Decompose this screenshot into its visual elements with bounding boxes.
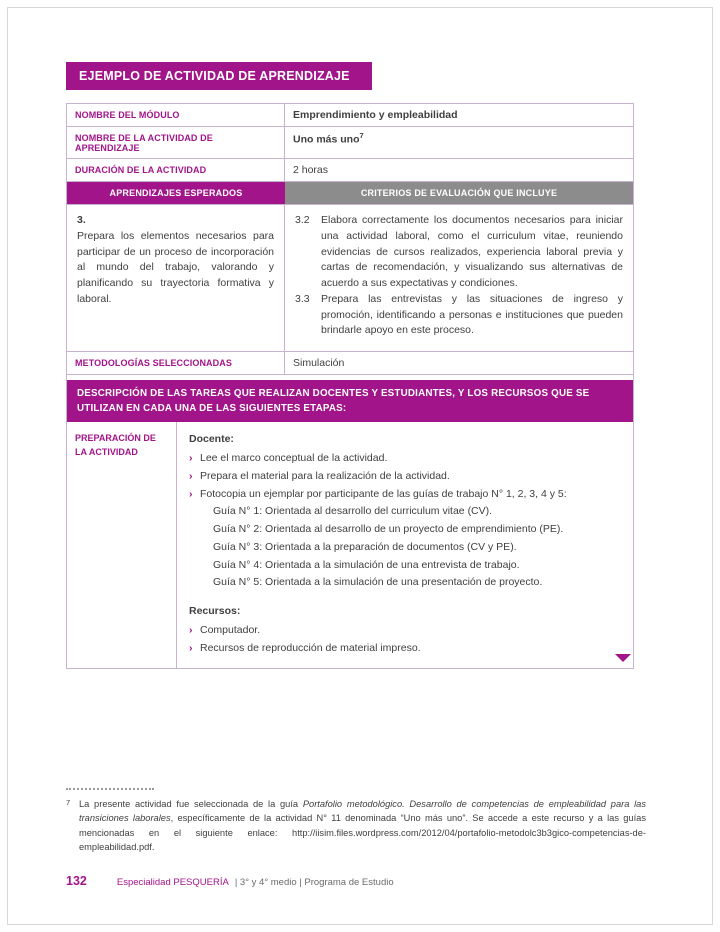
chevron-bullet-icon: › <box>189 623 193 636</box>
criterion-number: 3.2 <box>295 214 310 226</box>
module-row <box>67 104 633 127</box>
criterion-number: 3.3 <box>295 292 310 305</box>
criteria-cell <box>285 205 633 351</box>
guide-item: Guía N° 4: Orientada a la simulación de una entrevista de trabajo. <box>213 558 520 571</box>
footnote <box>66 788 646 855</box>
criterion-text: Elabora correctamente los documentos necesarios para iniciar una actividad laboral, como el curriculum vitae, reuniendo evidencias de cursos realizados, experiencia laboral previa y cartas de recomendación, y visualizando sus alternativas de acuerdo a sus expectativas y condiciones. <box>321 214 623 289</box>
list-item-text: Recursos de reproducción de material impreso. <box>200 641 421 654</box>
footnote-separator <box>66 788 154 790</box>
footer-program-info: | 3° y 4° medio | Programa de Estudio <box>234 877 394 888</box>
list-item-text: Lee el marco conceptual de la actividad. <box>200 452 388 465</box>
chevron-bullet-icon: › <box>189 487 193 500</box>
activity-name-row <box>67 127 633 159</box>
recursos-heading: Recursos: <box>189 605 241 618</box>
criteria-header: CRITERIOS DE EVALUACIÓN QUE INCLUYE <box>285 182 633 204</box>
expected-learning-number: 3. <box>77 214 86 226</box>
footnote-ref-superscript: 7 <box>359 131 364 140</box>
footnote-text-mid: , específicamente de la actividad N° 11 denominada “Uno más uno”. Se accede a este recurso y a las guías mencionadas en el siguiente enlace: <box>79 813 646 838</box>
list-item-text: Fotocopia un ejemplar por participante de las guías de trabajo N° 1, 2, 3, 4 y 5: <box>200 487 567 500</box>
guide-item: Guía N° 2: Orientada al desarrollo de un proyecto de emprendimiento (PE). <box>213 523 564 536</box>
module-label: NOMBRE DEL MÓDULO <box>67 104 285 126</box>
footer-specialty: Especialidad PESQUERÍA <box>116 877 229 888</box>
list-item <box>189 469 621 485</box>
list-item <box>189 623 621 639</box>
activity-table <box>66 103 634 669</box>
list-item-text: Prepara el material para la realización de la actividad. <box>200 469 450 482</box>
document-page <box>66 62 634 669</box>
chevron-bullet-icon: › <box>189 469 193 482</box>
list-item <box>189 487 621 503</box>
footnote-text <box>79 797 646 855</box>
list-item <box>189 451 621 467</box>
methodology-row <box>67 352 633 375</box>
methodology-label: METODOLOGÍAS SELECCIONADAS <box>67 352 285 374</box>
guide-item: Guía N° 5: Orientada a la simulación de una presentación de proyecto. <box>213 576 543 589</box>
column-header-row <box>67 182 633 205</box>
expected-learning-header: APRENDIZAJES ESPERADOS <box>67 182 285 204</box>
footnote-link[interactable]: http://iisim.files.wordpress.com/2012/04/portafolio-metodolc3b3gico-competencias-de-empleabilidad.pdf. <box>79 827 646 853</box>
criterion-item <box>295 213 623 292</box>
chevron-bullet-icon: › <box>189 452 193 465</box>
page-number: 132 <box>66 874 87 888</box>
footnote-guide-title: Portafolio metodológico. Desarrollo de competencias de empleabilidad para las transiciones laborales <box>79 799 646 824</box>
preparation-content <box>177 422 633 668</box>
criterion-item <box>295 292 623 339</box>
duration-value: 2 horas <box>293 164 329 176</box>
activity-title-banner <box>66 62 372 90</box>
duration-row <box>67 159 633 182</box>
activity-name-text: Uno más uno <box>293 133 360 146</box>
chevron-bullet-icon: › <box>189 641 193 654</box>
preparation-row <box>67 422 633 668</box>
list-item-text: Computador. <box>200 623 261 636</box>
footnote-marker: 7 <box>66 798 71 807</box>
activity-name-label: NOMBRE DE LA ACTIVIDAD DE APRENDIZAJE <box>67 127 285 158</box>
guide-item: Guía N° 3: Orientada a la preparación de documentos (CV y PE). <box>213 540 517 553</box>
activity-title: EJEMPLO DE ACTIVIDAD DE APRENDIZAJE <box>79 69 350 83</box>
methodology-value: Simulación <box>293 357 345 369</box>
expected-learning-text: Prepara los elementos necesarios para participar de un proceso de incorporación al mundo del trabajo, valorando y planificando su trayectoria formativa y laboral. <box>77 229 274 305</box>
docente-heading: Docente: <box>189 433 234 446</box>
stage-label: PREPARACIÓN DE LA ACTIVIDAD <box>67 422 177 668</box>
description-banner: DESCRIPCIÓN DE LAS TAREAS QUE REALIZAN DOCENTES Y ESTUDIANTES, Y LOS RECURSOS QUE SE UTILIZAN EN CADA UNA DE LAS SIGUIENTES ETAPAS: <box>67 380 633 422</box>
expected-learning-cell <box>67 205 285 351</box>
page-footer <box>66 874 394 888</box>
continues-triangle-icon <box>615 654 631 662</box>
learning-criteria-row <box>67 205 633 352</box>
criterion-text: Prepara las entrevistas y las situaciones de ingreso y promoción, identificando a personas e instituciones que pueden brindarle apoyo en este proceso. <box>321 292 623 337</box>
duration-label: DURACIÓN DE LA ACTIVIDAD <box>67 159 285 181</box>
footnote-text-start: La presente actividad fue seleccionada de la guía <box>79 799 303 809</box>
guide-item: Guía N° 1: Orientada al desarrollo del curriculum vitae (CV). <box>213 505 493 518</box>
list-item <box>189 641 621 657</box>
module-value: Emprendimiento y empleabilidad <box>293 109 458 121</box>
activity-name-value <box>285 127 633 158</box>
